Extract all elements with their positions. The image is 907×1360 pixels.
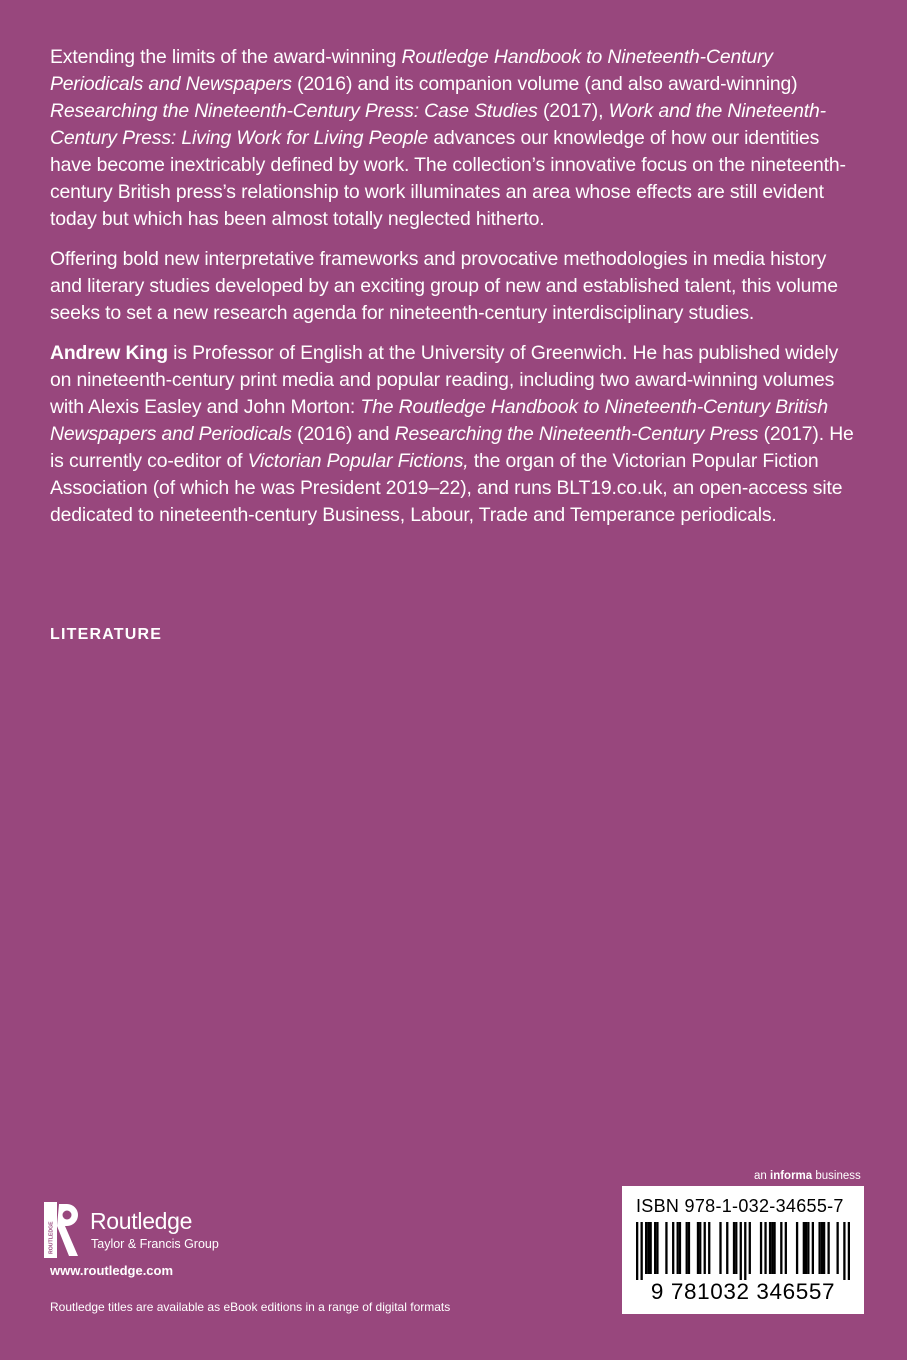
publisher-group: Taylor & Francis Group [91, 1237, 219, 1251]
title-researching-case-studies: Researching the Nineteenth-Century Press: Case Studies [50, 100, 538, 122]
isbn-label: ISBN 978-1-032-34655-7 [636, 1196, 844, 1216]
barcode-bar [749, 1222, 751, 1274]
barcode-bar [836, 1222, 838, 1274]
book-title: Work and the Nineteenth-Century Press: Living Work for Living People [50, 100, 826, 149]
title-routledge-handbook: Routledge Handbook to Nineteenth-Century Periodicals and Newspapers [50, 46, 773, 95]
blurb-paragraph-2: Offering bold new interpretative frameworks and provocative methodologies in media history and literary studies developed by an exciting group of new and established talent, this volume seeks to set a new research agenda for nineteenth-century interdisciplinary studies. [50, 248, 838, 324]
barcode-bar [641, 1222, 643, 1280]
barcode-bar [823, 1222, 825, 1274]
barcode-bar [726, 1222, 728, 1274]
barcode-digits: 9 781032 346557 [650, 1279, 836, 1304]
routledge-vertical-text: ROUTLEDGE [48, 1221, 55, 1254]
title-victorian-popular-fictions: Victorian Popular Fictions, [247, 450, 469, 472]
barcode-bar [780, 1222, 782, 1274]
routledge-r-icon [44, 1202, 80, 1258]
barcode-bar [821, 1222, 823, 1274]
barcode-bar [697, 1222, 699, 1274]
author-name: Andrew King [50, 342, 168, 364]
publisher-name: Routledge [90, 1208, 193, 1234]
barcode-bar [827, 1222, 829, 1274]
routledge-logo [44, 1202, 234, 1258]
barcode-bar [818, 1222, 820, 1274]
back-cover-blurb [50, 44, 862, 542]
title-researching-bio: Researching the Nineteenth-Century Press [394, 423, 759, 445]
barcode-bar [686, 1222, 688, 1274]
barcode-bar [803, 1222, 805, 1274]
barcode-bar [719, 1222, 721, 1274]
barcode-bar [769, 1222, 771, 1274]
barcode-bar [699, 1222, 701, 1274]
ebook-availability-note: Routledge titles are available as eBook editions in a range of digital formats [50, 1300, 451, 1314]
barcode-bar [773, 1222, 775, 1274]
barcode-bar [785, 1222, 787, 1274]
barcode-bar [764, 1222, 766, 1274]
subject-category: LITERATURE [50, 626, 163, 643]
barcode-bar [672, 1222, 674, 1274]
barcode-bar [740, 1222, 742, 1280]
barcode-bar [677, 1222, 679, 1274]
barcode-bar [650, 1222, 652, 1274]
barcode-bar [688, 1222, 690, 1274]
barcode-bar [733, 1222, 735, 1274]
barcode-bar [656, 1222, 658, 1274]
author-bio: Andrew King is Professor of English at the University of Greenwich. He has published widely on nineteenth-century print media and popular reading, including two award-winning volumes with Alexis Easley and John Morton: The Routledge Handbook to Nineteenth-Century British Newspapers and Periodicals (2016) and Researching the Nineteenth-Century Press (2017). He is currently co-editor of Victorian Popular Fictions, the organ of the Victorian Popular Fiction Association (of which he was President 2019–22), and runs BLT19.co.uk, an open-access site dedicated to nineteenth-century Business, Labour, Trade and Temperance periodicals. [50, 342, 854, 526]
publisher-website[interactable]: www.routledge.com [50, 1263, 174, 1278]
isbn-barcode-panel [622, 1186, 864, 1314]
barcode-bar [805, 1222, 807, 1274]
barcode-bar [645, 1222, 647, 1274]
barcode-bar [665, 1222, 667, 1274]
barcode-bar [843, 1222, 845, 1280]
blurb-paragraph-1: Extending the limits of the award-winning Routledge Handbook to Nineteenth-Century Periodicals and Newspapers (2016) and its companion volume (and also award-winning) Researching the Nineteenth-Century Press: Case Studies (2017), Work and the Nineteenth-Century Press: Living Work for Living People advances our knowledge of how our identities have become inextricably defined by work. The collection’s innovative focus on the nineteenth-century British press’s relationship to work illuminates an area whose effects are still evident today but which has been almost totally neglected hitherto. [50, 46, 846, 230]
title-handbook-bio: The Routledge Handbook to Nineteenth-Century British Newspapers and Periodicals [50, 396, 828, 445]
barcode-bar [647, 1222, 649, 1274]
informa-business-tag: an informa business [754, 1170, 861, 1182]
barcode-bar [807, 1222, 809, 1274]
barcode-bar [744, 1222, 746, 1280]
barcode-bar [654, 1222, 656, 1274]
barcode-bar [708, 1222, 710, 1274]
barcode-bar [679, 1222, 681, 1274]
barcode-bar [704, 1222, 706, 1274]
barcode [636, 1222, 850, 1280]
barcode-bar [735, 1222, 737, 1274]
barcode-bar [812, 1222, 814, 1274]
barcode-bar [636, 1222, 638, 1280]
barcode-bar [771, 1222, 773, 1274]
barcode-bar [796, 1222, 798, 1274]
barcode-bar [760, 1222, 762, 1274]
barcode-bar [848, 1222, 850, 1280]
